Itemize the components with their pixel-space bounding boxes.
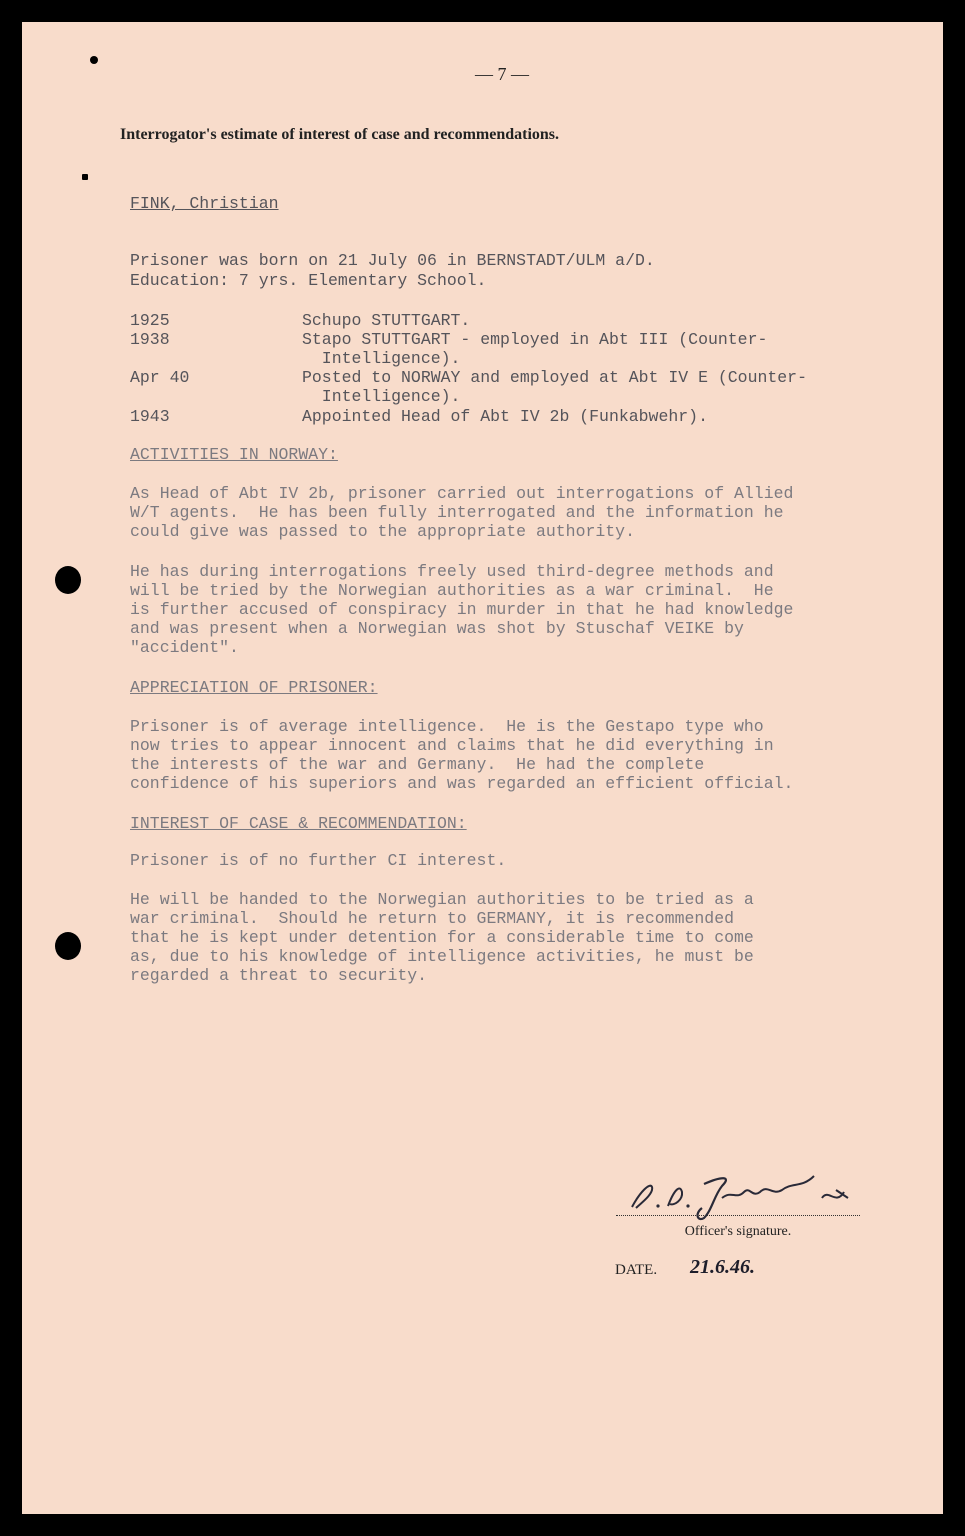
paragraph-line: is further accused of conspiracy in murder in that he had knowledge <box>130 600 794 619</box>
career-text: Posted to NORWAY and employed at Abt IV E (Counter- <box>302 368 807 387</box>
handwritten-signature <box>622 1162 862 1222</box>
career-year: 1925 <box>130 311 170 330</box>
career-year: 1943 <box>130 407 170 426</box>
paragraph-line: could give was passed to the appropriate authority. <box>130 522 635 541</box>
paragraph-line: will be tried by the Norwegian authorities as a war criminal. He <box>130 581 774 600</box>
career-text: Intelligence). <box>302 349 461 368</box>
career-year: 1938 <box>130 330 170 349</box>
paragraph-line: as, due to his knowledge of intelligence activities, he must be <box>130 947 754 966</box>
paragraph-line: W/T agents. He has been fully interrogated and the information he <box>130 503 784 522</box>
paragraph-line: now tries to appear innocent and claims that he did everything in <box>130 736 774 755</box>
paragraph-line: Prisoner is of average intelligence. He is the Gestapo type who <box>130 717 764 736</box>
section-title-appreciation: APPRECIATION OF PRISONER: <box>130 678 378 697</box>
paragraph-line: As Head of Abt IV 2b, prisoner carried out interrogations of Allied <box>130 484 794 503</box>
subject-name: FINK, Christian <box>130 194 279 213</box>
intro-line-1: Prisoner was born on 21 July 06 in BERNSTADT/ULM a/D. <box>130 251 655 270</box>
paragraph-line: regarded a threat to security. <box>130 966 428 985</box>
career-text: Stapo STUTTGART - employed in Abt III (Counter- <box>302 330 768 349</box>
paragraph-line: "accident". <box>130 638 239 657</box>
page-heading: Interrogator's estimate of interest of case and recommendations. <box>120 126 560 143</box>
paragraph-line: war criminal. Should he return to GERMANY, it is recommended <box>130 909 734 928</box>
paragraph-line: and was present when a Norwegian was shot by Stuschaf VEIKE by <box>130 619 744 638</box>
career-year: Apr 40 <box>130 368 190 387</box>
document-page <box>22 22 943 1514</box>
punch-hole <box>55 932 81 960</box>
career-text: Appointed Head of Abt IV 2b (Funkabwehr). <box>302 407 708 426</box>
paragraph-line: confidence of his superiors and was regarded an efficient official. <box>130 774 794 793</box>
signature-caption: Officer's signature. <box>684 1224 792 1239</box>
signature-line <box>616 1215 860 1216</box>
date-value: 21.6.46. <box>690 1256 755 1278</box>
paragraph-line: Prisoner is of no further CI interest. <box>130 851 507 870</box>
career-text: Schupo STUTTGART. <box>302 311 471 330</box>
intro-line-2: Education: 7 yrs. Elementary School. <box>130 271 487 290</box>
punch-hole <box>55 566 81 594</box>
paragraph-line: He has during interrogations freely used third-degree methods and <box>130 562 774 581</box>
date-label: DATE. <box>615 1262 658 1278</box>
margin-mark <box>90 56 98 64</box>
career-text: Intelligence). <box>302 387 461 406</box>
section-title-activities: ACTIVITIES IN NORWAY: <box>130 445 338 464</box>
paragraph-line: that he is kept under detention for a considerable time to come <box>130 928 754 947</box>
paragraph-line: the interests of the war and Germany. He had the complete <box>130 755 705 774</box>
section-title-interest: INTEREST OF CASE & RECOMMENDATION: <box>130 814 467 833</box>
margin-mark <box>82 174 88 180</box>
paragraph-line: He will be handed to the Norwegian authorities to be tried as a <box>130 890 754 909</box>
page-number: — 7 — <box>475 64 529 84</box>
